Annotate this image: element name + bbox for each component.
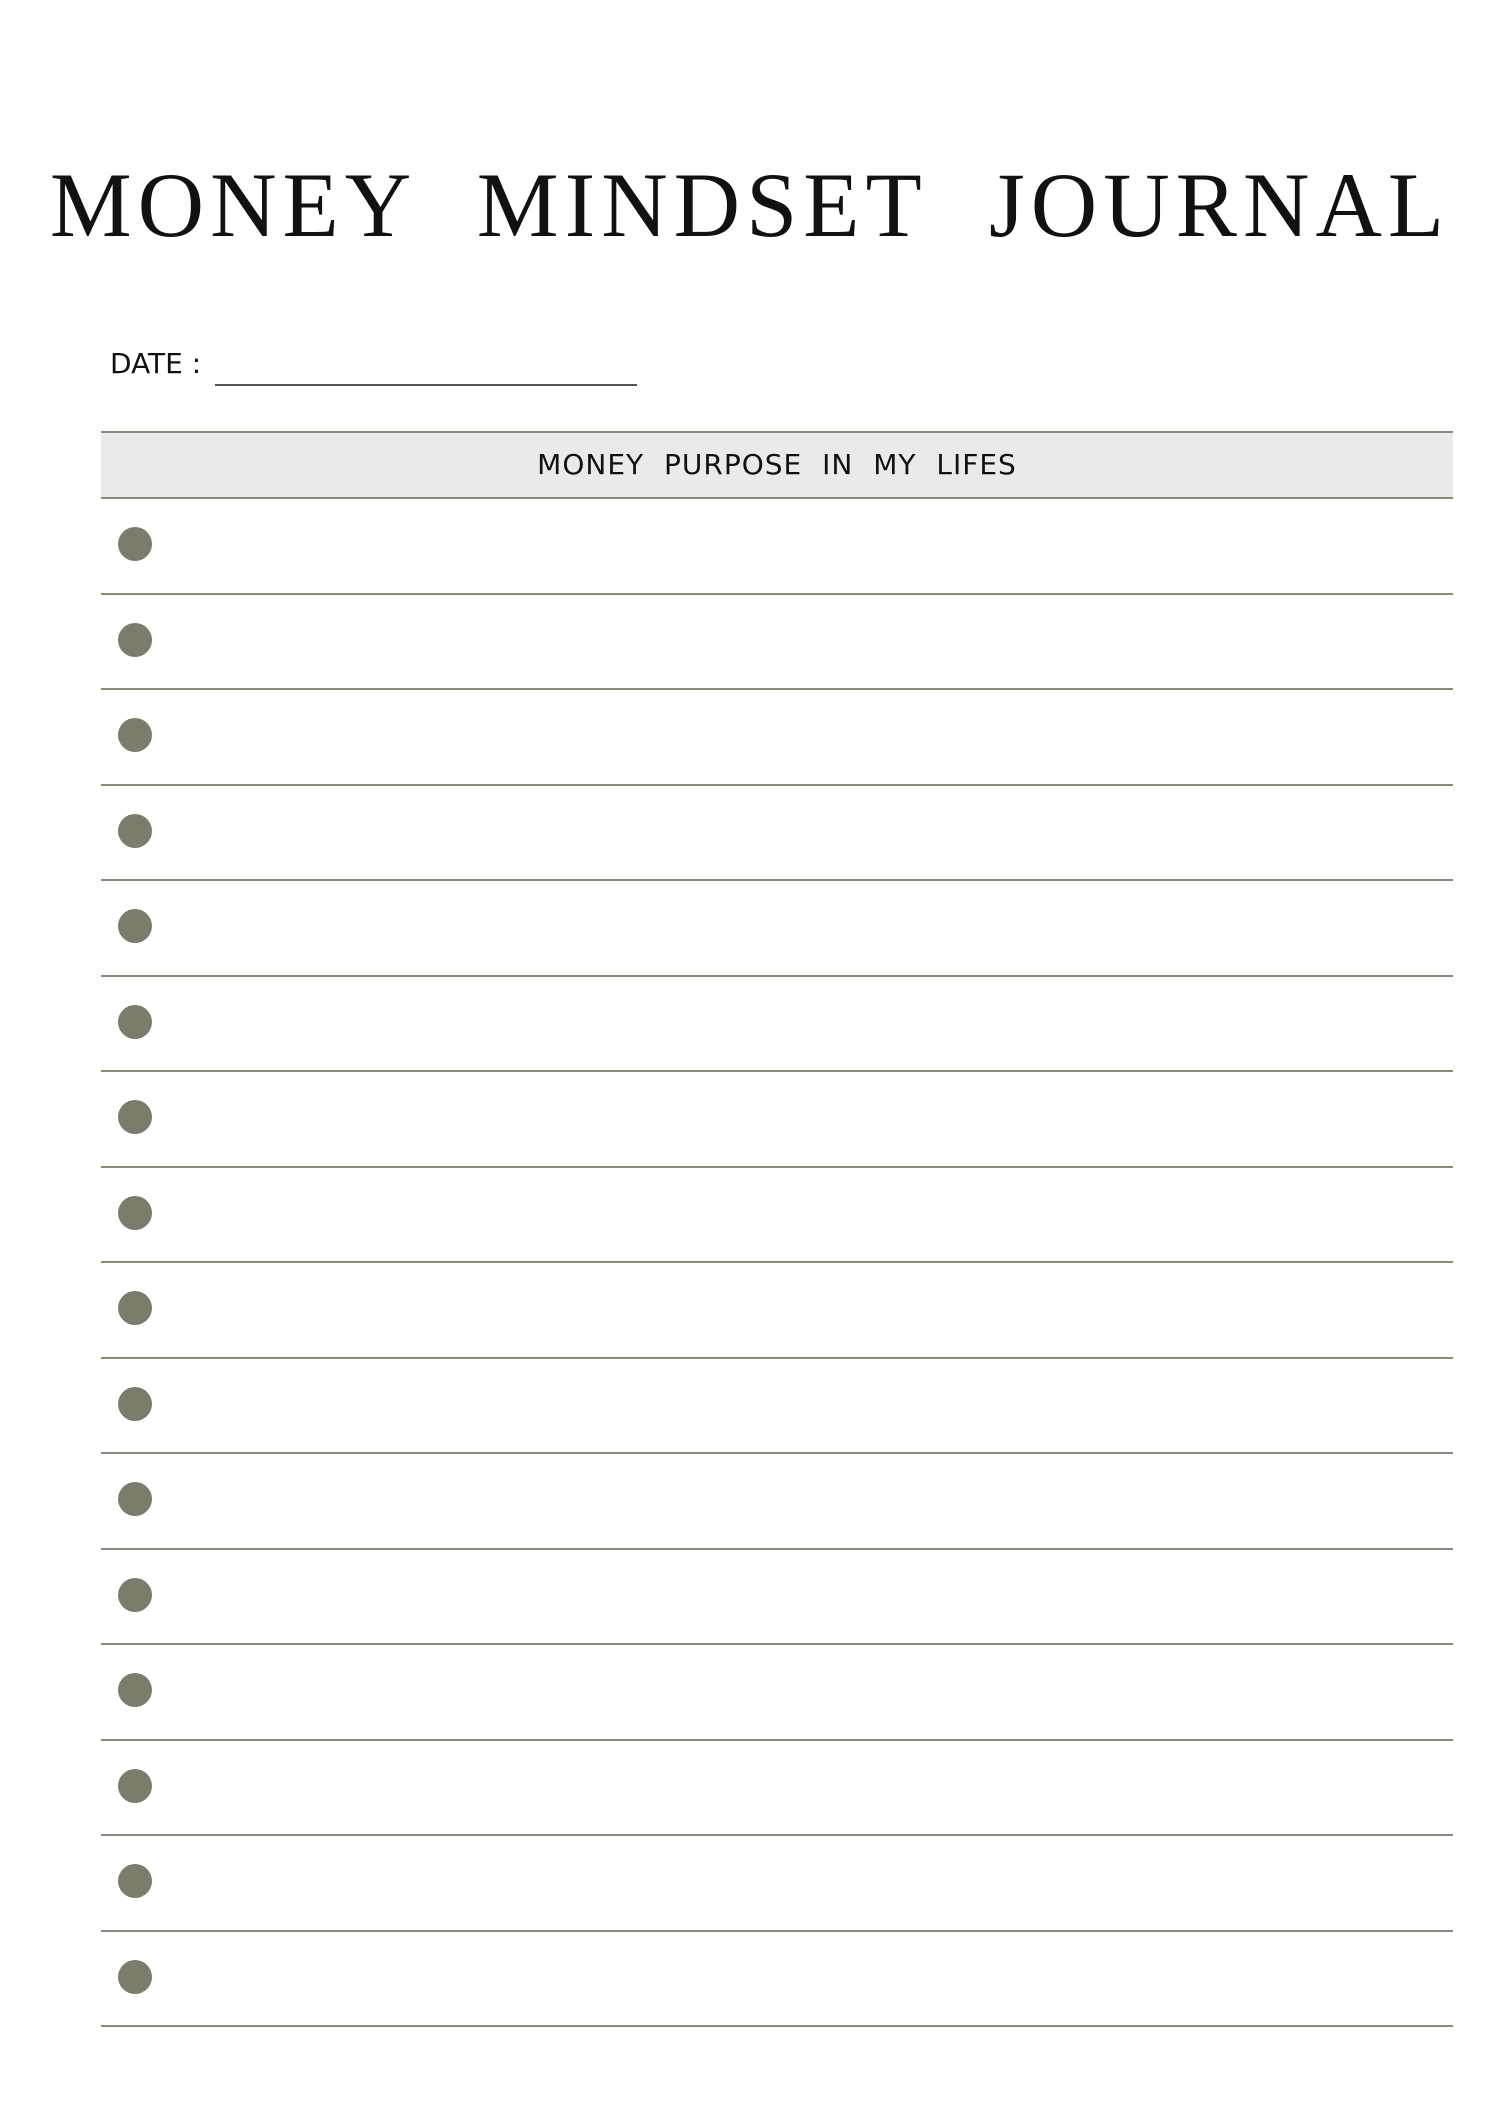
money-purpose-table bbox=[101, 431, 1453, 2027]
journal-row[interactable] bbox=[101, 1359, 1453, 1455]
bullet-icon bbox=[118, 1960, 152, 1994]
journal-row[interactable] bbox=[101, 1454, 1453, 1550]
bullet-icon bbox=[118, 1387, 152, 1421]
bullet-icon bbox=[118, 1578, 152, 1612]
journal-rows bbox=[101, 499, 1453, 2027]
journal-row[interactable] bbox=[101, 881, 1453, 977]
journal-row[interactable] bbox=[101, 1550, 1453, 1646]
bullet-icon bbox=[118, 1005, 152, 1039]
journal-row[interactable] bbox=[101, 1932, 1453, 2028]
bullet-icon bbox=[118, 1673, 152, 1707]
date-field[interactable] bbox=[215, 384, 637, 386]
bullet-icon bbox=[118, 1769, 152, 1803]
journal-row[interactable] bbox=[101, 1741, 1453, 1837]
bullet-icon bbox=[118, 909, 152, 943]
bullet-icon bbox=[118, 718, 152, 752]
bullet-icon bbox=[118, 1291, 152, 1325]
journal-row[interactable] bbox=[101, 1836, 1453, 1932]
bullet-icon bbox=[118, 1864, 152, 1898]
section-header: MONEY PURPOSE IN MY LIFES bbox=[101, 431, 1453, 499]
journal-row[interactable] bbox=[101, 1645, 1453, 1741]
journal-row[interactable] bbox=[101, 690, 1453, 786]
journal-row[interactable] bbox=[101, 499, 1453, 595]
bullet-icon bbox=[118, 1100, 152, 1134]
journal-row[interactable] bbox=[101, 1263, 1453, 1359]
journal-row[interactable] bbox=[101, 1168, 1453, 1264]
bullet-icon bbox=[118, 814, 152, 848]
date-label: DATE : bbox=[110, 347, 202, 380]
journal-row[interactable] bbox=[101, 595, 1453, 691]
bullet-icon bbox=[118, 527, 152, 561]
bullet-icon bbox=[118, 623, 152, 657]
journal-row[interactable] bbox=[101, 786, 1453, 882]
bullet-icon bbox=[118, 1196, 152, 1230]
page-title: MONEY MINDSET JOURNAL bbox=[49, 154, 1451, 256]
bullet-icon bbox=[118, 1482, 152, 1516]
journal-row[interactable] bbox=[101, 977, 1453, 1073]
journal-row[interactable] bbox=[101, 1072, 1453, 1168]
